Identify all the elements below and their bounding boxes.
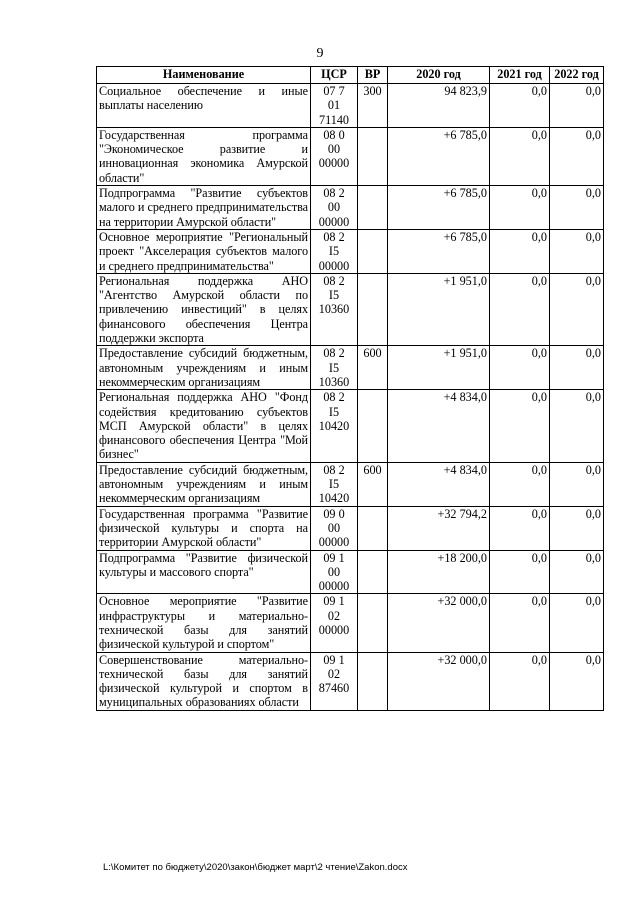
cell-csr: 08 2 I5 10360 <box>311 346 358 390</box>
cell-name: Государственная программа "Развитие физической культуры и спорта на территории Амурской области" <box>97 506 311 550</box>
cell-2022: 0,0 <box>550 273 604 345</box>
cell-2022: 0,0 <box>550 127 604 185</box>
cell-vr <box>358 390 388 462</box>
cell-vr: 300 <box>358 84 388 128</box>
cell-vr <box>358 652 388 710</box>
cell-name: Совершенствование материально-технической базы для занятий физической культурой и спортом в муниципальных образованиях области <box>97 652 311 710</box>
cell-name: Государственная программа "Экономическое развитие и инновационная экономика Амурской области" <box>97 127 311 185</box>
cell-2022: 0,0 <box>550 229 604 273</box>
cell-2022: 0,0 <box>550 506 604 550</box>
table-row <box>97 390 604 462</box>
header-csr: ЦСР <box>311 67 358 84</box>
cell-2022: 0,0 <box>550 84 604 128</box>
budget-table <box>96 66 604 711</box>
cell-2020: +6 785,0 <box>388 186 490 230</box>
cell-2021: 0,0 <box>490 550 550 594</box>
cell-2022: 0,0 <box>550 652 604 710</box>
table-row <box>97 346 604 390</box>
cell-csr: 09 1 02 87460 <box>311 652 358 710</box>
cell-2020: +32 794,2 <box>388 506 490 550</box>
cell-vr <box>358 594 388 652</box>
cell-2020: +18 200,0 <box>388 550 490 594</box>
cell-2020: +1 951,0 <box>388 273 490 345</box>
cell-vr <box>358 229 388 273</box>
cell-vr: 600 <box>358 346 388 390</box>
table-row <box>97 229 604 273</box>
cell-vr: 600 <box>358 462 388 506</box>
cell-vr <box>358 186 388 230</box>
cell-2021: 0,0 <box>490 462 550 506</box>
table-row <box>97 273 604 345</box>
cell-vr <box>358 550 388 594</box>
cell-2020: +4 834,0 <box>388 462 490 506</box>
cell-2022: 0,0 <box>550 594 604 652</box>
cell-name: Предоставление субсидий бюджетным, автономным учреждениям и иным некоммерческим организациям <box>97 346 311 390</box>
header-name: Наименование <box>97 67 311 84</box>
cell-2022: 0,0 <box>550 346 604 390</box>
table-row <box>97 186 604 230</box>
cell-vr <box>358 506 388 550</box>
cell-2021: 0,0 <box>490 652 550 710</box>
cell-csr: 08 2 00 00000 <box>311 186 358 230</box>
cell-2020: +4 834,0 <box>388 390 490 462</box>
header-2021: 2021 год <box>490 67 550 84</box>
header-vr: ВР <box>358 67 388 84</box>
cell-2022: 0,0 <box>550 550 604 594</box>
header-2022: 2022 год <box>550 67 604 84</box>
cell-2020: +6 785,0 <box>388 229 490 273</box>
cell-2022: 0,0 <box>550 390 604 462</box>
cell-name: Основное мероприятие "Региональный проект "Акселерация субъектов малого и среднего предпринимательства" <box>97 229 311 273</box>
cell-name: Региональная поддержка АНО "Агентство Амурской области по привлечению инвестиций" в целях финансового обеспечения Центра поддержки экспорта <box>97 273 311 345</box>
cell-2021: 0,0 <box>490 594 550 652</box>
cell-2020: +32 000,0 <box>388 594 490 652</box>
table-row <box>97 84 604 128</box>
table-row <box>97 652 604 710</box>
cell-csr: 08 2 I5 10420 <box>311 462 358 506</box>
table-row <box>97 127 604 185</box>
cell-2022: 0,0 <box>550 462 604 506</box>
header-2020: 2020 год <box>388 67 490 84</box>
cell-csr: 08 0 00 00000 <box>311 127 358 185</box>
cell-name: Социальное обеспечение и иные выплаты населению <box>97 84 311 128</box>
cell-csr: 09 1 00 00000 <box>311 550 358 594</box>
cell-csr: 07 7 01 71140 <box>311 84 358 128</box>
table-row <box>97 550 604 594</box>
cell-2020: +32 000,0 <box>388 652 490 710</box>
cell-2021: 0,0 <box>490 390 550 462</box>
cell-name: Региональная поддержка АНО "Фонд содействия кредитованию субъектов МСП Амурской области" в целях финансового обеспечения Центра "Мой бизнес" <box>97 390 311 462</box>
cell-2022: 0,0 <box>550 186 604 230</box>
cell-csr: 08 2 I5 00000 <box>311 229 358 273</box>
table-row <box>97 594 604 652</box>
table-row <box>97 462 604 506</box>
cell-2021: 0,0 <box>490 273 550 345</box>
cell-2020: 94 823,9 <box>388 84 490 128</box>
cell-vr <box>358 273 388 345</box>
cell-csr: 08 2 I5 10360 <box>311 273 358 345</box>
cell-name: Подпрограмма "Развитие субъектов малого и среднего предпринимательства на территории Амурской области" <box>97 186 311 230</box>
footer-file-path: L:\Комитет по бюджету\2020\закон\бюджет март\2 чтение\Zakon.docx <box>103 862 408 873</box>
cell-2021: 0,0 <box>490 127 550 185</box>
table-header-row <box>97 67 604 84</box>
cell-name: Основное мероприятие "Развитие инфраструктуры и материально-технической базы для занятий физической культурой и спортом" <box>97 594 311 652</box>
cell-csr: 09 0 00 00000 <box>311 506 358 550</box>
cell-2020: +6 785,0 <box>388 127 490 185</box>
cell-2021: 0,0 <box>490 186 550 230</box>
cell-2020: +1 951,0 <box>388 346 490 390</box>
page-number: 9 <box>316 46 324 61</box>
table-row <box>97 506 604 550</box>
cell-2021: 0,0 <box>490 346 550 390</box>
cell-vr <box>358 127 388 185</box>
cell-csr: 08 2 I5 10420 <box>311 390 358 462</box>
cell-csr: 09 1 02 00000 <box>311 594 358 652</box>
cell-name: Предоставление субсидий бюджетным, автономным учреждениям и иным некоммерческим организациям <box>97 462 311 506</box>
cell-2021: 0,0 <box>490 229 550 273</box>
cell-2021: 0,0 <box>490 84 550 128</box>
cell-2021: 0,0 <box>490 506 550 550</box>
cell-name: Подпрограмма "Развитие физической культуры и массового спорта" <box>97 550 311 594</box>
